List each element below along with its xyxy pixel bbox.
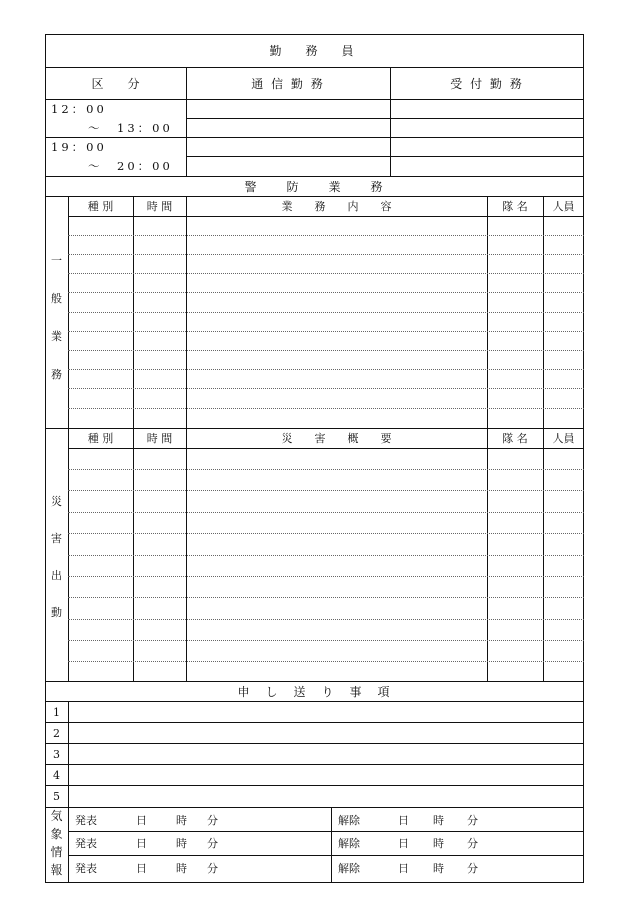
divider [186,67,187,176]
row-line [68,619,584,620]
divider [45,785,584,786]
day-label: 日 [136,837,147,850]
hour-label: 時 [176,862,187,875]
kubun-header: 区 分 [91,77,140,91]
divider [45,681,584,682]
handover-number: 3 [53,748,60,761]
divider [68,216,584,217]
issue-label: 発表 [75,837,97,850]
divider [45,743,584,744]
col-kind-header: 種 別 [87,432,114,445]
col-content-header: 業 務 内 容 [281,200,392,213]
row-line [68,597,584,598]
row-line [68,555,584,556]
divider [68,855,584,856]
handover-number: 2 [53,727,60,740]
divider [45,428,584,429]
divider [45,196,584,197]
divider [68,831,584,832]
hour-label: 時 [433,862,444,875]
hour-label: 時 [176,814,187,827]
day-label: 日 [136,862,147,875]
release-label: 解除 [338,837,360,850]
minute-label: 分 [467,837,478,850]
disaster-side-label: 災 害 出 動 [51,495,62,619]
divider [45,99,584,100]
release-label: 解除 [338,862,360,875]
general-side-label: 一 般 業 務 [51,254,62,381]
tsushin-header: 通 信 勤 務 [251,77,325,91]
divider [390,67,391,176]
day-label: 日 [398,862,409,875]
divider [45,67,584,68]
divider [186,118,584,119]
row-line [68,273,584,274]
row-line [68,331,584,332]
weather-side-label: 気 象 情 報 [50,809,63,877]
day-label: 日 [398,837,409,850]
divider [45,176,584,177]
minute-label: 分 [467,814,478,827]
row-line [68,350,584,351]
col-unit-header: 隊 名 [502,200,528,213]
issue-label: 発表 [75,814,97,827]
day-label: 日 [136,814,147,827]
shift-start: 19：00 [51,140,107,154]
row-line [68,292,584,293]
divider [68,448,584,449]
form-title: 勤 務 員 [269,44,360,58]
row-line [68,533,584,534]
col-unit-header: 隊 名 [502,432,528,445]
col-time-header: 時 間 [146,432,173,445]
divider [45,722,584,723]
row-line [68,388,584,389]
col-people-header: 人員 [552,200,575,213]
shift-end: ～ 20：00 [88,159,173,173]
row-line [68,254,584,255]
col-people-header: 人員 [552,432,575,445]
handover-number: 4 [53,769,60,782]
issue-label: 発表 [75,862,97,875]
row-line [68,235,584,236]
handover-number: 5 [53,790,60,803]
uketsuke-header: 受 付 勤 務 [450,77,524,91]
row-line [68,512,584,513]
release-label: 解除 [338,814,360,827]
col-time-header: 時 間 [146,200,173,213]
day-label: 日 [398,814,409,827]
divider [45,137,584,138]
shift-start: 12：00 [51,102,107,116]
row-line [68,640,584,641]
handover-title: 申 し 送 り 事 項 [237,685,392,699]
row-line [68,369,584,370]
keibo-title: 警 防 業 務 [244,180,385,194]
row-line [68,408,584,409]
shift-end: ～ 13：00 [88,121,173,135]
minute-label: 分 [467,862,478,875]
col-summary-header: 災 害 概 要 [281,432,392,445]
row-line [68,661,584,662]
divider [68,701,69,807]
divider [45,807,584,808]
row-line [68,576,584,577]
minute-label: 分 [207,814,218,827]
minute-label: 分 [207,862,218,875]
divider [331,807,332,883]
hour-label: 時 [176,837,187,850]
row-line [68,469,584,470]
row-line [68,312,584,313]
divider [45,701,584,702]
row-line [68,490,584,491]
hour-label: 時 [433,837,444,850]
hour-label: 時 [433,814,444,827]
col-kind-header: 種 別 [87,200,114,213]
divider [45,764,584,765]
handover-number: 1 [53,706,60,719]
minute-label: 分 [207,837,218,850]
divider [186,156,584,157]
divider [68,807,69,883]
